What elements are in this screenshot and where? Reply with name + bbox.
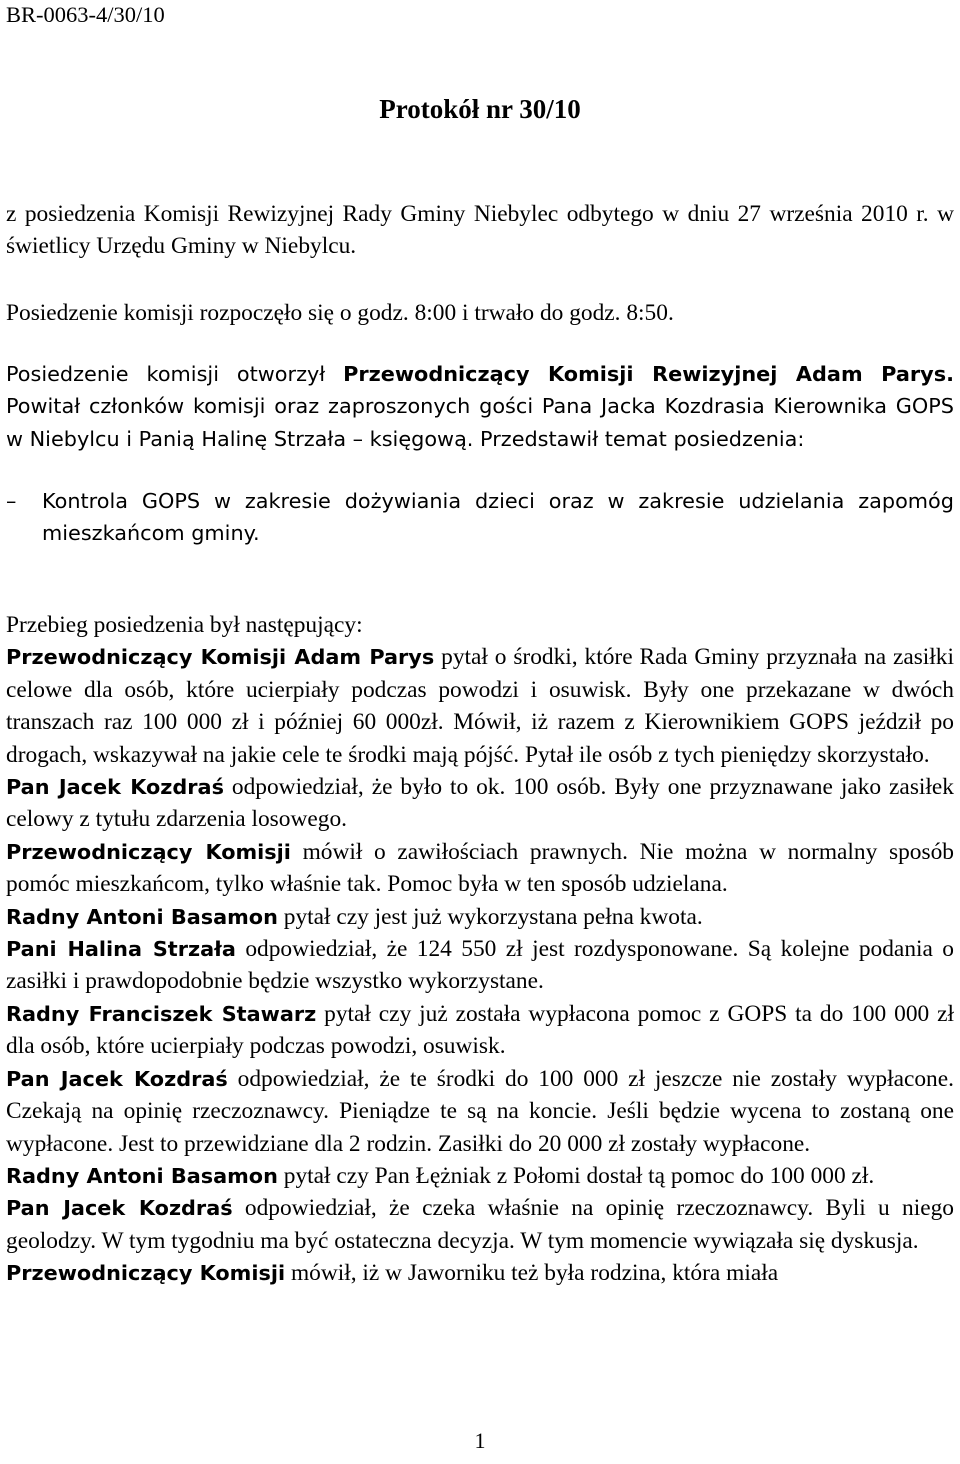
proceedings-section <box>6 609 954 1290</box>
proceedings-entry <box>6 1160 954 1192</box>
entry-text: pytał czy już została wypłacona pomoc z GOPS ta do 100 000 zł dla osób, które ucierpiały podczas powodzi, osuwisk. <box>6 1000 954 1060</box>
speaker-name: Pan Jacek Kozdraś <box>6 1196 233 1221</box>
entry-text: pytał czy Pan Łężniak z Połomi dostał tą pomoc do 100 000 zł. <box>277 1162 875 1189</box>
proceedings-entry <box>6 1192 954 1257</box>
opening-paragraph <box>6 358 954 455</box>
agenda-item-text: Kontrola GOPS w zakresie dożywiania dzieci oraz w zakresie udzielania zapomóg mieszkańcom gminy. <box>42 489 954 546</box>
entry-text: pytał czy jest już wykorzystana pełna kwota. <box>277 903 703 930</box>
entry-text: odpowiedział, że 124 550 zł jest rozdysponowane. Są kolejne podania o zasiłki i prawdopodobnie będzie wszystko wykorzystane. <box>6 936 955 995</box>
speaker-name: Pani Halina Strzała <box>6 937 236 962</box>
agenda-dash: – <box>6 489 17 513</box>
entry-text: pytał o środki, które Rada Gminy przyznała na zasiłki celowe dla osób, które ucierpiały podczas powodzi i osuwisk. Były one przekazane w dwóch transzach raz 100 000 zł i później 60 000zł. Mówił, iż razem z Kierownikiem GOPS jeździł po drogach, wskazywał na jakie cele te środki mają pójść. Pytał ile osób z tych pieniędzy skorzystało. <box>6 644 955 768</box>
opening-greeting: Powitał członków komisji oraz zaproszonych gości Pana Jacka Kozdrasia Kierownika GOPS w Niebylcu i Panią Halinę Strzała – księgową. <box>6 394 954 451</box>
page-number: 1 <box>474 1428 486 1453</box>
proceedings-entry <box>6 1257 954 1289</box>
proceedings-entry <box>6 998 954 1063</box>
proceedings-entry <box>6 771 954 836</box>
speaker-name: Przewodniczący Komisji <box>6 1261 286 1286</box>
opening-lead: Posiedzenie komisji otworzył <box>6 362 344 386</box>
document-reference: BR-0063-4/30/10 <box>6 2 165 27</box>
entry-text: odpowiedział, że czeka właśnie na opinię rzeczoznawcy. Byli u niego geolodzy. W tym tygodniu ma być ostateczna decyzja. W tym momencie wywiązała się dyskusja. <box>6 1195 954 1254</box>
page-title: Protokół nr 30/10 <box>379 94 581 124</box>
chair-name: Przewodniczący Komisji Rewizyjnej Adam Parys. <box>343 362 954 386</box>
proceedings-entry <box>6 1063 954 1160</box>
speaker-name: Pan Jacek Kozdraś <box>6 775 224 800</box>
speaker-name: Przewodniczący Komisji <box>6 839 291 864</box>
speaker-name: Pan Jacek Kozdraś <box>6 1066 228 1091</box>
proceedings-entry <box>6 836 954 901</box>
speaker-name: Przewodniczący Komisji Adam Parys <box>6 645 435 670</box>
entry-text: odpowiedział, że te środki do 100 000 zł jeszcze nie zostały wypłacone. Czekają na opinię rzeczoznawcy. Pieniądze te są na koncie. Jeśli będzie wycena to zostaną one wypłacone. Jest to przewidziane dla 2 rodzin. Zasiłki do 20 000 zł zostały wypłacone. <box>6 1065 954 1157</box>
proceedings-entry <box>6 933 954 998</box>
intro-paragraph: z posiedzenia Komisji Rewizyjnej Rady Gminy Niebylec odbytego w dniu 27 września 2010 r. w świetlicy Urzędu Gminy w Niebylcu. <box>6 201 954 260</box>
opening-topic-intro: Przedstawił temat posiedzenia: <box>473 426 805 451</box>
entry-text: odpowiedział, że było to ok. 100 osób. Były one przyznawane jako zasiłek celowy z tytułu zdarzenia losowego. <box>6 774 954 833</box>
speaker-name: Radny Franciszek Stawarz <box>6 1001 317 1026</box>
proceedings-heading: Przebieg posiedzenia był następujący: <box>6 612 363 638</box>
proceedings-entry <box>6 901 954 933</box>
proceedings-entry <box>6 641 954 771</box>
speaker-name: Radny Antoni Basamon <box>6 1163 278 1188</box>
entry-text: mówił o zawiłościach prawnych. Nie można w normalny sposób pomóc mieszkańcom, tylko właśnie tak. Pomoc była w ten sposób udzielana. <box>6 838 954 898</box>
speaker-name: Radny Antoni Basamon <box>6 904 278 929</box>
entry-text: mówił, iż w Jaworniku też była rodzina, która miała <box>285 1260 779 1287</box>
start-time-paragraph: Posiedzenie komisji rozpoczęło się o godz. 8:00 i trwało do godz. 8:50. <box>6 300 674 326</box>
